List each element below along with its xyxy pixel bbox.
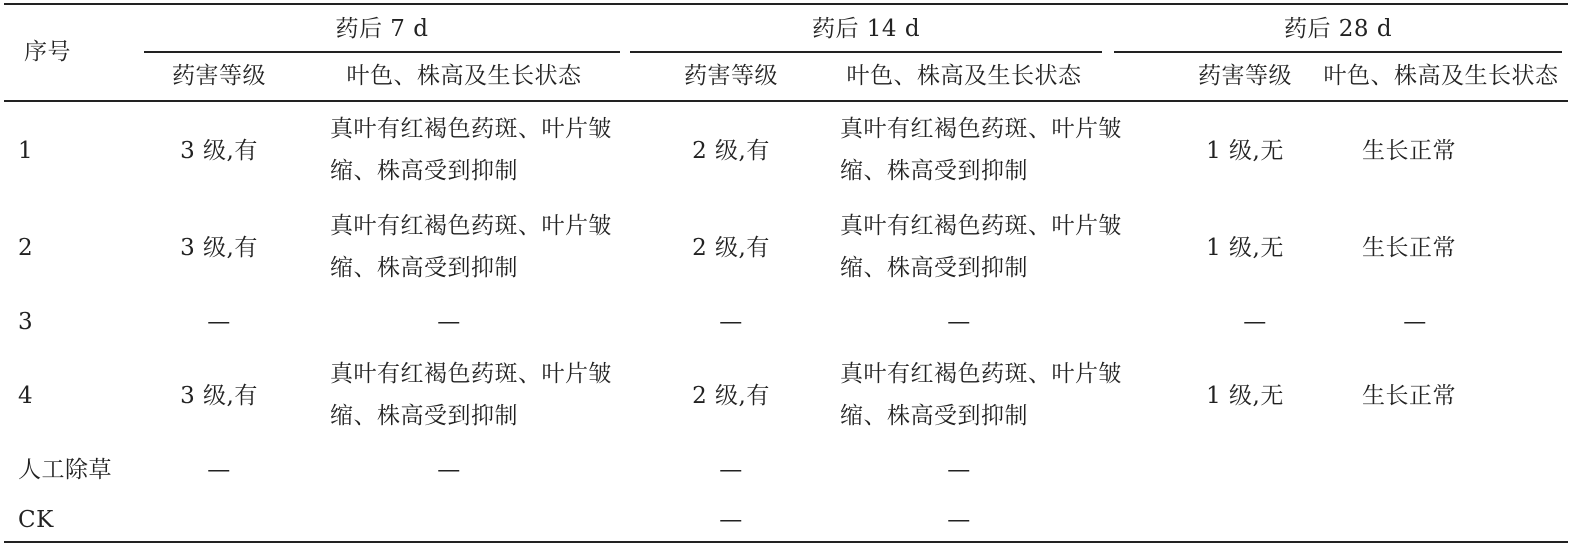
row-6-growth-14d: — — [947, 507, 971, 533]
row-2-growth-28d: 生长正常 — [1362, 235, 1456, 261]
row-1-injury-7d: 3 级,有 — [180, 138, 258, 164]
row-3-growth-7d: — — [437, 309, 461, 335]
header-seq: 序号 — [24, 39, 71, 65]
header-group-7d: 药后 7 d — [335, 16, 429, 42]
row-4-injury-7d: 3 级,有 — [180, 383, 258, 409]
row-5-growth-7d: — — [437, 457, 461, 483]
row-1-growth-14d: 真叶有红褐色药斑、叶片皱缩、株高受到抑制 — [840, 116, 1122, 184]
row-2-growth-7d: 真叶有红褐色药斑、叶片皱缩、株高受到抑制 — [330, 213, 612, 281]
row-4-growth-28d: 生长正常 — [1362, 383, 1456, 409]
bottom-rule — [4, 541, 1568, 543]
row-3-growth-14d: — — [947, 309, 971, 335]
row-1-growth-7d: 真叶有红褐色药斑、叶片皱缩、株高受到抑制 — [330, 116, 612, 184]
row-3-injury-7d: — — [207, 309, 231, 335]
row-3-injury-14d: — — [719, 309, 743, 335]
row-4-growth-7d: 真叶有红褐色药斑、叶片皱缩、株高受到抑制 — [330, 361, 612, 429]
group-rule-7d — [144, 51, 620, 53]
header-subcol-injury-14d: 药害等级 — [684, 63, 778, 89]
header-subcol-growth-28d: 叶色、株高及生长状态 — [1323, 63, 1559, 89]
row-1-seq: 1 — [18, 138, 34, 164]
row-3-injury-28d: — — [1243, 309, 1267, 335]
row-6-seq: CK — [18, 507, 54, 533]
row-2-injury-14d: 2 级,有 — [692, 235, 770, 261]
header-subcol-injury-7d: 药害等级 — [172, 63, 266, 89]
header-subcol-injury-28d: 药害等级 — [1198, 63, 1292, 89]
row-4-seq: 4 — [18, 383, 34, 409]
row-1-injury-28d: 1 级,无 — [1206, 138, 1284, 164]
row-3-growth-28d: — — [1403, 309, 1427, 335]
row-2-injury-28d: 1 级,无 — [1206, 235, 1284, 261]
row-5-injury-14d: — — [719, 457, 743, 483]
header-group-28d: 药后 28 d — [1283, 16, 1393, 42]
group-rule-14d — [630, 51, 1102, 53]
row-1-growth-28d: 生长正常 — [1362, 138, 1456, 164]
header-subcol-growth-7d: 叶色、株高及生长状态 — [346, 63, 582, 89]
top-rule — [4, 3, 1568, 5]
row-2-injury-7d: 3 级,有 — [180, 235, 258, 261]
row-5-growth-14d: — — [947, 457, 971, 483]
row-4-growth-14d: 真叶有红褐色药斑、叶片皱缩、株高受到抑制 — [840, 361, 1122, 429]
header-group-14d: 药后 14 d — [811, 16, 921, 42]
row-4-injury-28d: 1 级,无 — [1206, 383, 1284, 409]
row-5-injury-7d: — — [207, 457, 231, 483]
group-rule-28d — [1114, 51, 1562, 53]
row-4-injury-14d: 2 级,有 — [692, 383, 770, 409]
header-rule — [4, 100, 1568, 102]
row-1-injury-14d: 2 级,有 — [692, 138, 770, 164]
data-table — [4, 0, 1568, 546]
header-subcol-growth-14d: 叶色、株高及生长状态 — [846, 63, 1082, 89]
row-6-injury-14d: — — [719, 507, 743, 533]
row-2-growth-14d: 真叶有红褐色药斑、叶片皱缩、株高受到抑制 — [840, 213, 1122, 281]
row-2-seq: 2 — [18, 235, 34, 261]
row-5-seq: 人工除草 — [18, 457, 112, 483]
row-3-seq: 3 — [18, 309, 34, 335]
